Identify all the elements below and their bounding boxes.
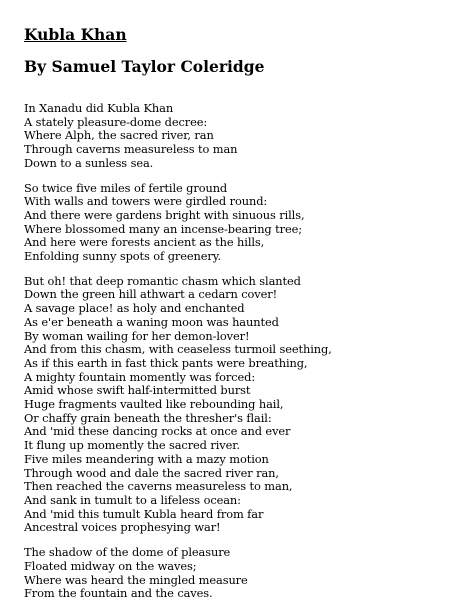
- poem-line: Through caverns measureless to man: [24, 142, 238, 157]
- document-header: [24, 26, 454, 76]
- poem-line: Down the green hill athwart a cedarn cover!: [24, 287, 278, 302]
- poem-line: A mighty fountain momently was forced:: [24, 369, 256, 384]
- poem-line: The shadow of the dome of pleasure: [24, 545, 231, 560]
- poem-line: From the fountain and the caves.: [24, 586, 213, 601]
- poem-line: A savage place! as holy and enchanted: [24, 301, 245, 316]
- poem-line: As if this earth in fast thick pants were breathing,: [24, 355, 308, 370]
- poem-line: Ancestral voices prophesying war!: [24, 520, 221, 535]
- page-title: Kubla Khan: [24, 25, 127, 44]
- poem-line: Through wood and dale the sacred river ran,: [24, 465, 279, 480]
- poem-line: Where was heard the mingled measure: [24, 572, 248, 587]
- poem-line: In Xanadu did Kubla Khan: [24, 101, 174, 115]
- poem-line: Amid whose swift half-intermitted burst: [24, 383, 251, 398]
- poem-line: Enfolding sunny spots of greenery.: [24, 249, 222, 264]
- poem-line: And 'mid this tumult Kubla heard from far: [24, 506, 264, 521]
- poem-line: Then reached the caverns measureless to man,: [24, 479, 293, 494]
- stanza-2: [24, 182, 454, 264]
- poem-line: It flung up momently the sacred river.: [24, 438, 240, 453]
- poem-line: Where blossomed many an incense-bearing tree;: [24, 221, 302, 236]
- poem-line: And from this chasm, with ceaseless turmoil seething,: [24, 342, 332, 357]
- poem-line: Where Alph, the sacred river, ran: [24, 128, 214, 143]
- stanza-3: [24, 275, 454, 535]
- poem-line: Floated midway on the waves;: [24, 558, 197, 573]
- poem-line: And here were forests ancient as the hills,: [24, 235, 265, 250]
- author-line: By Samuel Taylor Coleridge: [24, 57, 265, 76]
- poem-line: With walls and towers were girdled round:: [24, 194, 268, 209]
- stanza-1: [24, 102, 454, 171]
- poem-line: Or chaffy grain beneath the thresher's flail:: [24, 410, 272, 425]
- poem-line: Huge fragments vaulted like rebounding hail,: [24, 397, 284, 412]
- poem-line: A stately pleasure-dome decree:: [24, 114, 208, 129]
- poem-line: So twice five miles of fertile ground: [24, 180, 228, 195]
- poem-line: As e'er beneath a waning moon was haunted: [24, 314, 279, 329]
- poem-line: And 'mid these dancing rocks at once and ever: [24, 424, 291, 439]
- poem-line: And there were gardens bright with sinuous rills,: [24, 207, 305, 222]
- poem-body: [24, 102, 454, 612]
- poem-line: And sank in tumult to a lifeless ocean:: [24, 492, 241, 507]
- poem-line: Down to a sunless sea.: [24, 155, 154, 170]
- poem-line: Five miles meandering with a mazy motion: [24, 451, 269, 466]
- stanza-4: [24, 546, 454, 601]
- poem-line: By woman wailing for her demon-lover!: [24, 328, 250, 343]
- poem-line: But oh! that deep romantic chasm which slanted: [24, 273, 301, 288]
